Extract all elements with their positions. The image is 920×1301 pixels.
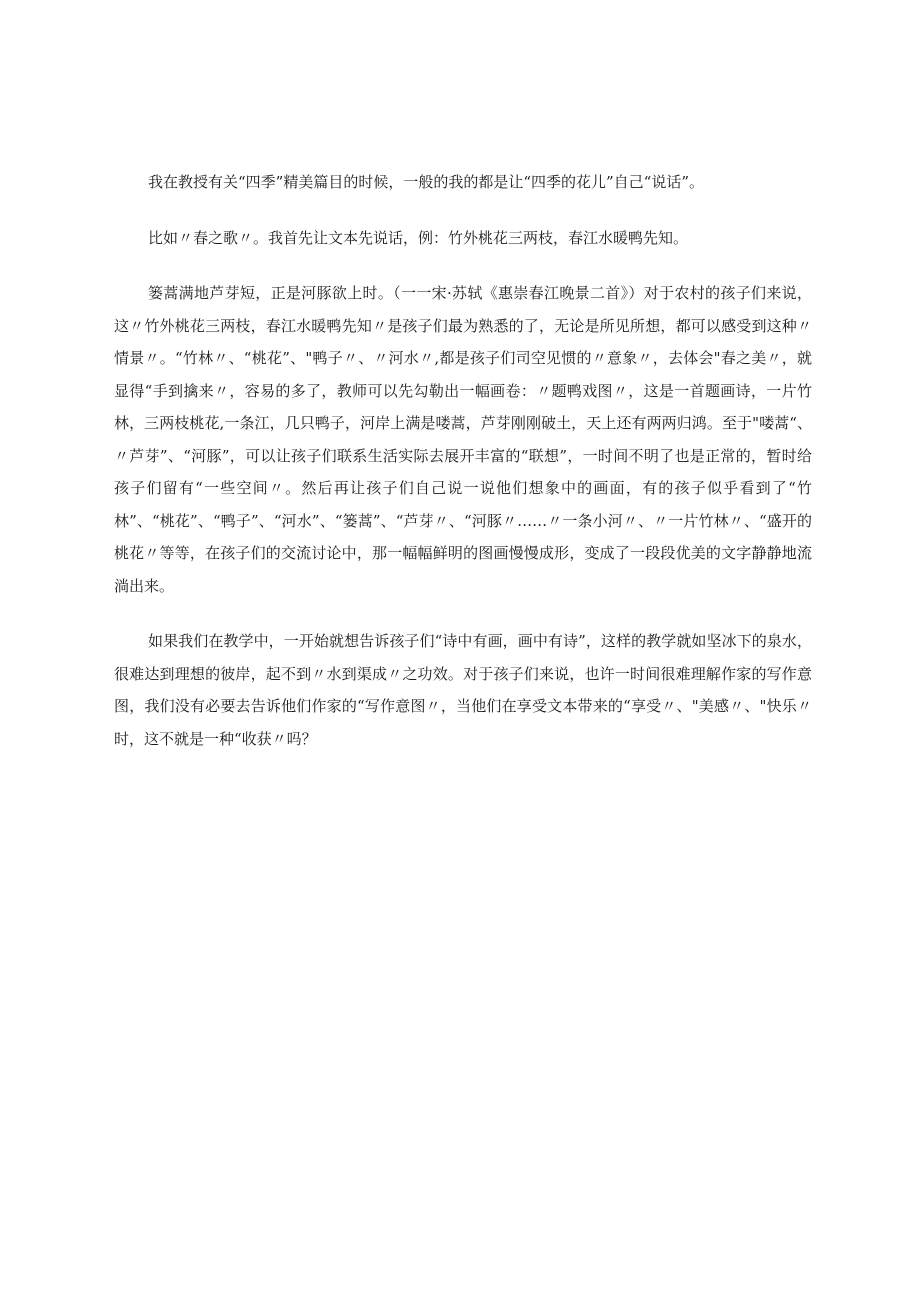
paragraph-intro: 我在教授有关“四季”精美篇目的时候，一般的我的都是让“四季的花儿”自己“说话”。 [148, 173, 705, 191]
paragraph-conclusion: 如果我们在教学中，一开始就想告诉孩子们“诗中有画，画中有诗”，这样的教学就如坚冰下的泉水，很难达到理想的彼岸，起不到〃水到渠成〃之功效。对于孩子们来说，也许一时间很难理解作家的写作意图，我们没有必要去告诉他们作家的“写作意图〃，当他们在享受文本带来的“享受〃、"美感〃、"快乐〃时，这不就是一种“收获〃吗？ [114, 632, 812, 748]
paragraph-poem-analysis: 篓蒿满地芦芽短，正是河豚欲上时。（一一宋·苏轼《惠崇春江晚景二首》）对于农村的孩子们来说，这〃竹外桃花三两枝，春江水暖鸭先知〃是孩子们最为熟悉的了，无论是所见所想，都可以感受到这种〃情景〃。“竹林〃、“桃花”、"鸭子〃、〃河水〃,都是孩子们司空见惯的〃意象〃，去体会"春之美〃，就显得“手到擒来〃，容易的多了，教师可以先勾勒出一幅画卷：〃题鸭戏图〃，这是一首题画诗，一片竹林，三两枝桃花,一条江，几只鸭子，河岸上满是喽蒿，芦芽刚刚破土，天上还有两两归鸿。至于"喽蒿“、〃芦芽”、“河豚”，可以让孩子们联系生活实际去展开丰富的“联想”，一时间不明了也是正常的，暂时给孩子们留有“一些空间〃。然后再让孩子们自己说一说他们想象中的画面，有的孩子似乎看到了“竹林”、“桃花”、“鸭子”、“河水”、“篓蒿”、“芦芽〃、“河豚〃……〃一条小河〃、〃一片竹林〃、“盛开的桃花〃等等，在孩子们的交流讨论中，那一幅幅鲜明的图画慢慢成形，变成了一段段优美的文字静静地流淌出来。 [114, 284, 812, 595]
paragraph-example: 比如〃春之歌〃。我首先让文本先说话，例：竹外桃花三两枝，春江水暖鸭先知。 [148, 228, 689, 247]
document-body [114, 166, 812, 755]
